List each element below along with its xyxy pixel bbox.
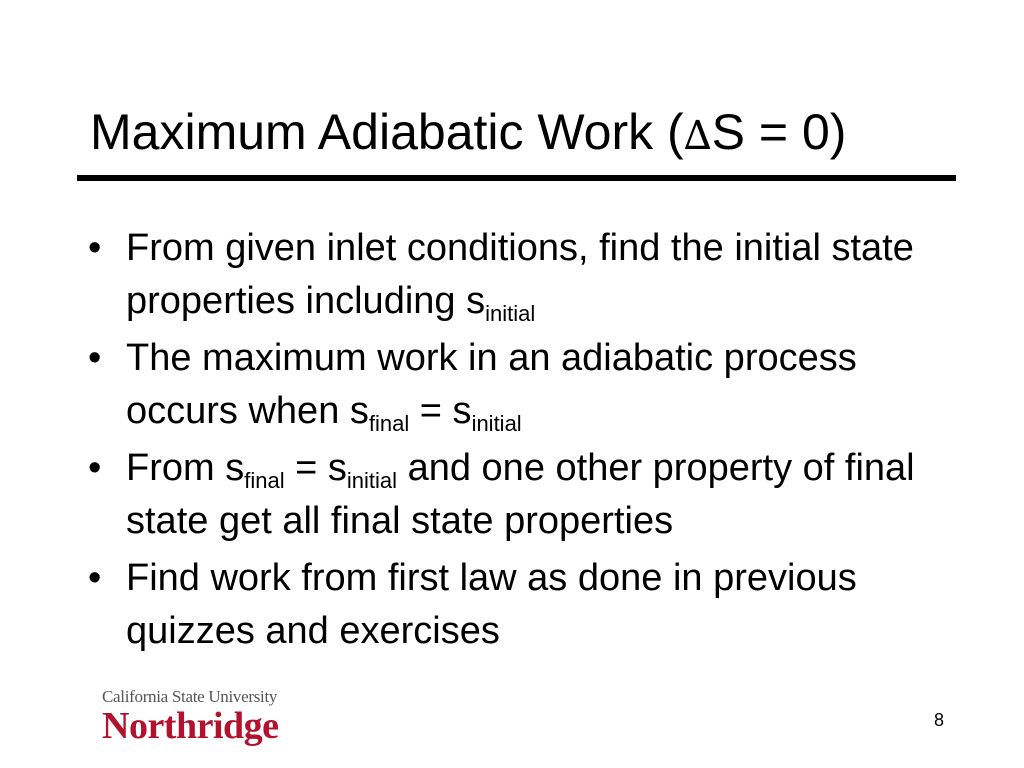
- bullet-text: From s: [126, 447, 245, 489]
- title-text-rest: S = 0): [711, 104, 847, 160]
- bullet-text: Find work from first law as done in previous quizzes and exercises: [126, 557, 857, 652]
- university-logo: [102, 688, 282, 746]
- bullet-text: The maximum work in an adiabatic process occurs when s: [126, 337, 857, 432]
- bullet-list: [88, 222, 948, 662]
- subscript: final: [368, 411, 410, 436]
- bullet-dot: •: [88, 557, 102, 599]
- bullet-text: and one other property of final state get all final state properties: [126, 447, 915, 542]
- bullet-item: [88, 552, 948, 658]
- bullet-dot: •: [88, 227, 102, 269]
- subscript: initial: [471, 411, 522, 436]
- slide-title: [90, 100, 970, 168]
- page-number: 8: [933, 710, 944, 730]
- title-text: Maximum Adiabatic Work (: [90, 104, 684, 160]
- logo-university-text: California State University: [102, 687, 278, 706]
- bullet-text: From given inlet conditions, find the initial state properties including s: [126, 227, 914, 322]
- subscript: initial: [346, 468, 398, 493]
- bullet-item: [88, 222, 948, 328]
- bullet-item: [88, 332, 948, 438]
- bullet-text: = s: [409, 390, 472, 432]
- subscript: initial: [485, 301, 536, 326]
- delta-symbol: ∆: [683, 113, 712, 159]
- subscript: final: [244, 468, 285, 493]
- bullet-dot: •: [88, 337, 102, 379]
- title-underline: [77, 175, 956, 181]
- logo-campus-text: Northridge: [102, 705, 279, 747]
- bullet-text: = s: [284, 447, 347, 489]
- bullet-item: [88, 442, 948, 548]
- bullet-dot: •: [88, 447, 102, 489]
